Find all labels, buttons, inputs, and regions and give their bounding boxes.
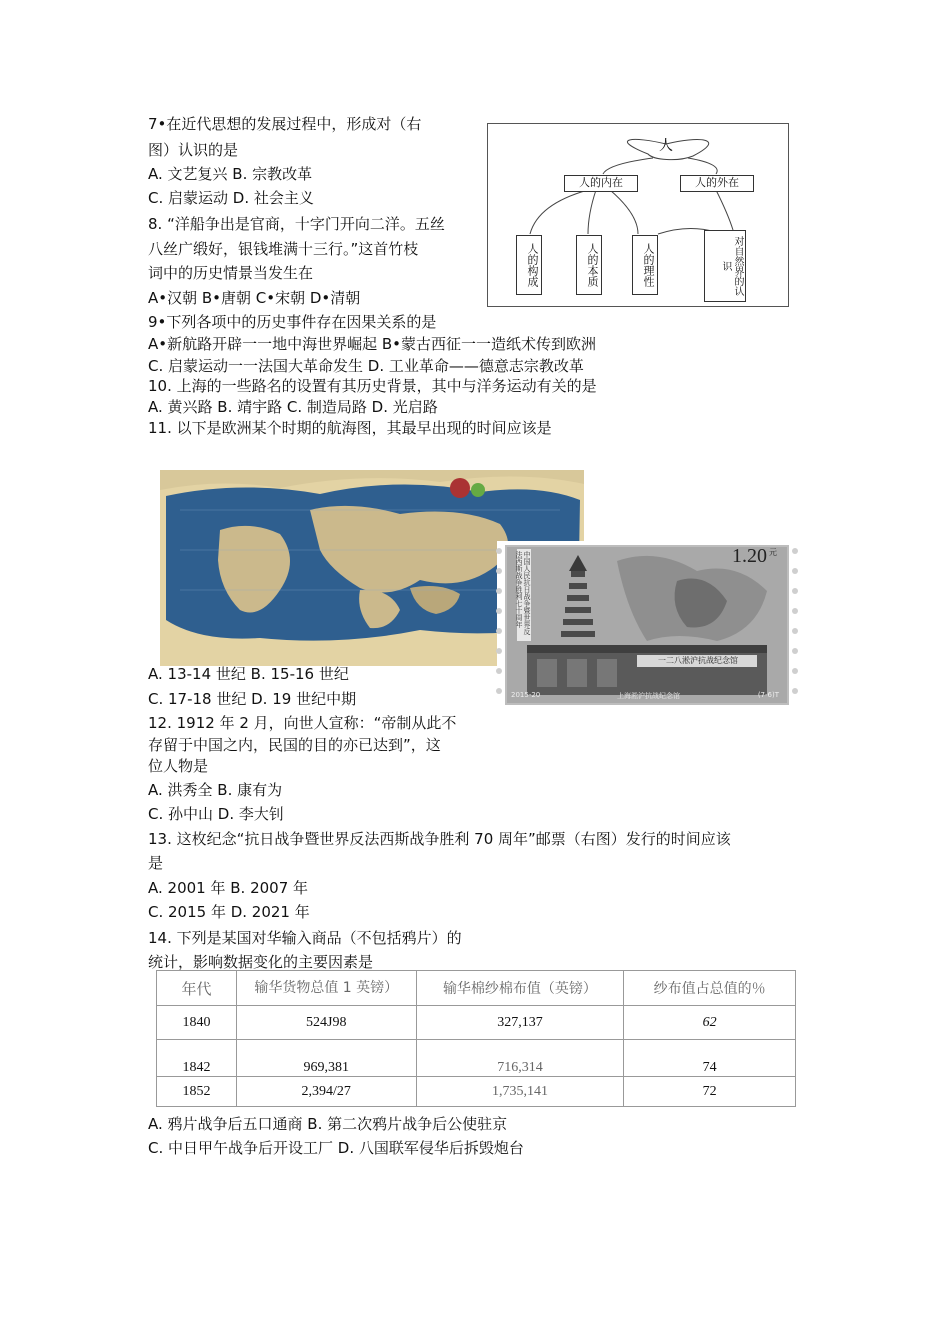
header-total-value: 输华货物总值 1 英镑） — [236, 971, 416, 1006]
stamp-price: 1.20 — [732, 545, 767, 567]
commemorative-stamp-image — [497, 541, 797, 709]
concept-diagram — [487, 123, 789, 307]
q13-options-ab: A. 2001 年 B. 2007 年 — [148, 879, 309, 897]
q8-stem-line2: 八丝广缎好，银钱堆满十三行。”这首竹枝 — [148, 240, 419, 258]
table-row — [157, 1077, 796, 1107]
cell-cotton: 1,735,141 — [416, 1077, 624, 1107]
q10-options: A. 黄兴路 B. 靖宇路 C. 制造局路 D. 光启路 — [148, 398, 438, 416]
header-year: 年代 — [157, 971, 237, 1006]
q11-stem: 11. 以下是欧洲某个时期的航海图，其最早出现的时间应该是 — [148, 419, 552, 437]
cell-year: 1842 — [157, 1040, 237, 1077]
q14-stem-line2: 统计，影响数据变化的主要因素是 — [148, 953, 374, 971]
stamp-building-sign: 一二八淞沪抗战纪念馆 — [658, 656, 738, 665]
q14-stem-line1: 14. 下列是某国对华输入商品（不包括鸦片）的 — [148, 929, 462, 947]
diagram-leaf-reason: 人的理性 — [632, 235, 658, 295]
cell-share: 74 — [624, 1040, 796, 1077]
table-header-row — [157, 971, 796, 1006]
stamp-price-unit: 元 — [769, 548, 777, 557]
q7-options-cd: C. 启蒙运动 D. 社会主义 — [148, 189, 314, 207]
header-cotton-value: 输华棉纱棉布值（英镑） — [416, 971, 624, 1006]
q13-stem-line2: 是 — [148, 854, 164, 872]
cell-year: 1852 — [157, 1077, 237, 1107]
cell-share: 62 — [624, 1006, 796, 1040]
q8-stem-line3: 词中的历史情景当发生在 — [148, 264, 314, 282]
q11-options-ab: A. 13-14 世纪 B. 15-16 世纪 — [148, 665, 349, 683]
q14-options-cd: C. 中日甲午战争后开设工厂 D. 八国联军侵华后拆毁炮台 — [148, 1139, 524, 1157]
cell-year: 1840 — [157, 1006, 237, 1040]
cell-total: 524J98 — [236, 1006, 416, 1040]
q12-stem-line2: 存留于中国之内，民国的目的亦已达到”，这 — [148, 736, 441, 754]
trade-statistics-table — [156, 970, 796, 1107]
header-cotton-share: 纱布值占总值的％ — [624, 971, 796, 1006]
q8-stem-line1: 8. “洋船争出是官商，十字门开向二洋。五丝 — [148, 215, 445, 233]
q12-options-cd: C. 孙中山 D. 李大钊 — [148, 805, 284, 823]
cell-total: 969,381 — [236, 1040, 416, 1077]
table-row — [157, 1040, 796, 1077]
q12-stem-line1: 12. 1912 年 2 月，向世人宣称：“帝制从此不 — [148, 714, 457, 732]
q14-options-ab: A. 鸦片战争后五口通商 B. 第二次鸦片战争后公使驻京 — [148, 1115, 508, 1133]
q13-stem-line1: 13. 这枚纪念“抗日战争暨世界反法西斯战争胜利 70 周年”邮票（右图）发行的时间应该 — [148, 830, 731, 848]
cell-cotton: 327,137 — [416, 1006, 624, 1040]
q8-options: A•汉朝 B•唐朝 C•宋朝 D•清朝 — [148, 289, 361, 307]
diagram-inner: 人的内在 — [564, 175, 638, 192]
cell-cotton: 716,314 — [416, 1040, 624, 1077]
stamp-code-left: 2015-20 — [511, 691, 541, 699]
q12-options-ab: A. 洪秀全 B. 康有为 — [148, 781, 283, 799]
diagram-leaf-nature: 对自然界的认识 — [704, 230, 746, 302]
q12-stem-line3: 位人物是 — [148, 757, 209, 775]
q9-options-cd: C. 启蒙运动一一法国大革命发生 D. 工业革命——德意志宗教改革 — [148, 357, 584, 375]
q11-options-cd: C. 17-18 世纪 D. 19 世纪中期 — [148, 690, 357, 708]
diagram-outer: 人的外在 — [680, 175, 754, 192]
q7-options-ab: A. 文艺复兴 B. 宗教改革 — [148, 165, 313, 183]
diagram-leaf-composition: 人的构成 — [516, 235, 542, 295]
stamp-vertical-title: 中国人民抗日战争暨世界反法西斯战争胜利七十周年 — [515, 551, 531, 635]
table-row — [157, 1006, 796, 1040]
cell-share: 72 — [624, 1077, 796, 1107]
q7-stem-line1: 7•在近代思想的发展过程中，形成对（右 — [148, 115, 422, 133]
cell-total: 2,394/27 — [236, 1077, 416, 1107]
stamp-caption: 上海淞沪抗战纪念馆 — [617, 692, 680, 700]
q9-options-ab: A•新航路开辟一一地中海世界崛起 B•蒙古西征一一造纸术传到欧洲 — [148, 335, 597, 353]
stamp-code-right: (7-6)T — [757, 691, 779, 699]
q9-stem: 9•下列各项中的历史事件存在因果关系的是 — [148, 313, 437, 331]
q13-options-cd: C. 2015 年 D. 2021 年 — [148, 903, 310, 921]
q7-stem-line2: 图）认识的是 — [148, 141, 239, 159]
diagram-leaf-essence: 人的本质 — [576, 235, 602, 295]
diagram-root: 人 — [659, 138, 673, 154]
q10-stem: 10. 上海的一些路名的设置有其历史背景，其中与洋务运动有关的是 — [148, 377, 597, 395]
